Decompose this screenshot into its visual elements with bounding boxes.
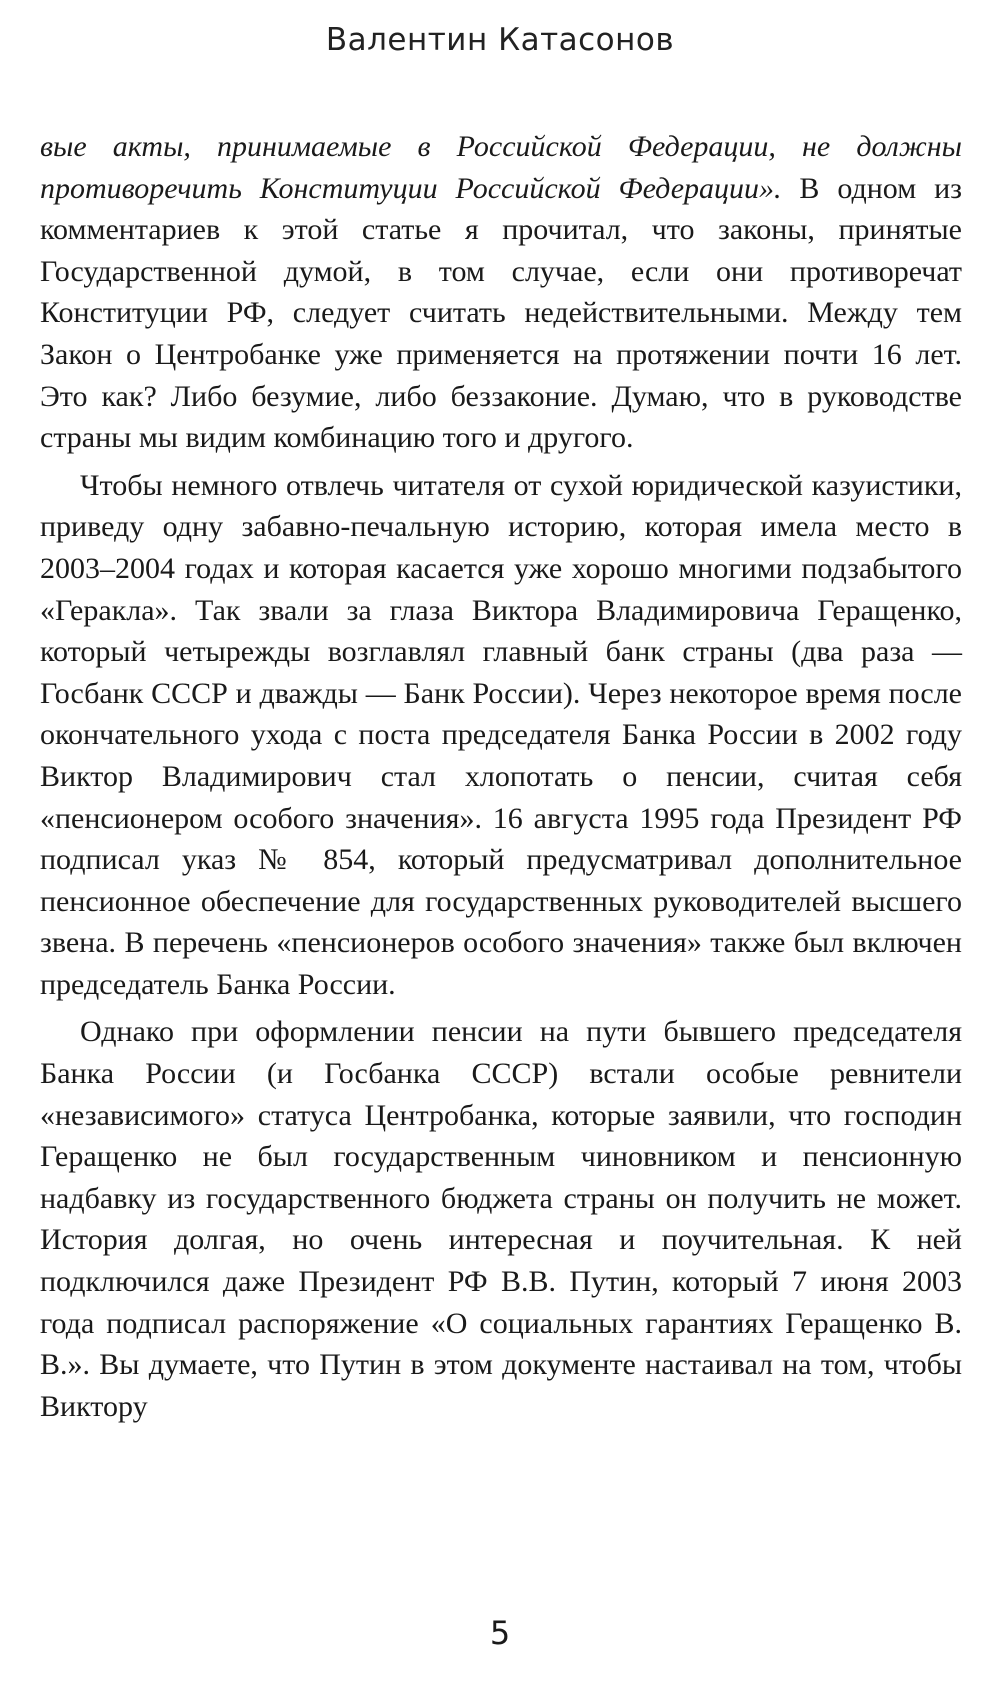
running-header-author: Валентин Катасонов (325, 22, 675, 58)
paragraph-pension-dispute: Однако при оформлении пенсии на пути бывшего председателя Банка России (и Госбанка СССР) встали особые ревнители «независимого» статуса Центробанка, которые заявили, что господин Геращенко не был государственным чиновником и пенсионную надбавку из государственного бюджета страны он получить не может. История долгая, но очень интересная и поучительная. К ней подключился даже Президент РФ В.В. Путин, который 7 июня 2003 года подписал распоряжение «О социальных гарантиях Геращенко В. В.». Вы думаете, что Путин в этом документе настаивал на том, чтобы Виктору (40, 1015, 962, 1423)
paragraph-gerashchenko-story: Чтобы немного отвлечь читателя от сухой юридической казуистики, приведу одну забавно-печальную историю, которая имела место в 2003–2004 годах и которая касается уже хорошо многими подзабытого «Геракла». Так звали за глаза Виктора Владимировича Геращенко, который четырежды возглавлял главный банк страны (два раза — Госбанк СССР и дважды — Банк России). Через некоторое время после окончательного ухода с поста председателя Банка России в 2002 году Виктор Владимирович стал хлопотать о пенсии, считая себя «пенсионером особого значения». 16 августа 1995 года Президент РФ подписал указ № 854, который предусматривал дополнительное пенсионное обеспечение для государственных руководителей высшего звена. В перечень «пенсионеров особого значения» также был включен председатель Банка России. (40, 468, 962, 1001)
paragraph-continued (40, 126, 962, 459)
italic-quote-continuation: вые акты, принимаемые в Российской Федерации, не должны противоречить Конституции Российской Федерации». (40, 130, 962, 205)
paragraph-continued-text: В одном из комментариев к этой статье я прочитал, что законы, принятые Государственной думой, в том случае, если они противоречат Конституции РФ, следует считать недействительными. Между тем Закон о Центробанке уже применяется на протяжении почти 16 лет. Это как? Либо безумие, либо беззаконие. Думаю, что в руководстве страны мы видим комбинацию того и другого. (40, 171, 962, 455)
body-text (40, 126, 962, 1427)
page-number: 5 (489, 1614, 511, 1652)
